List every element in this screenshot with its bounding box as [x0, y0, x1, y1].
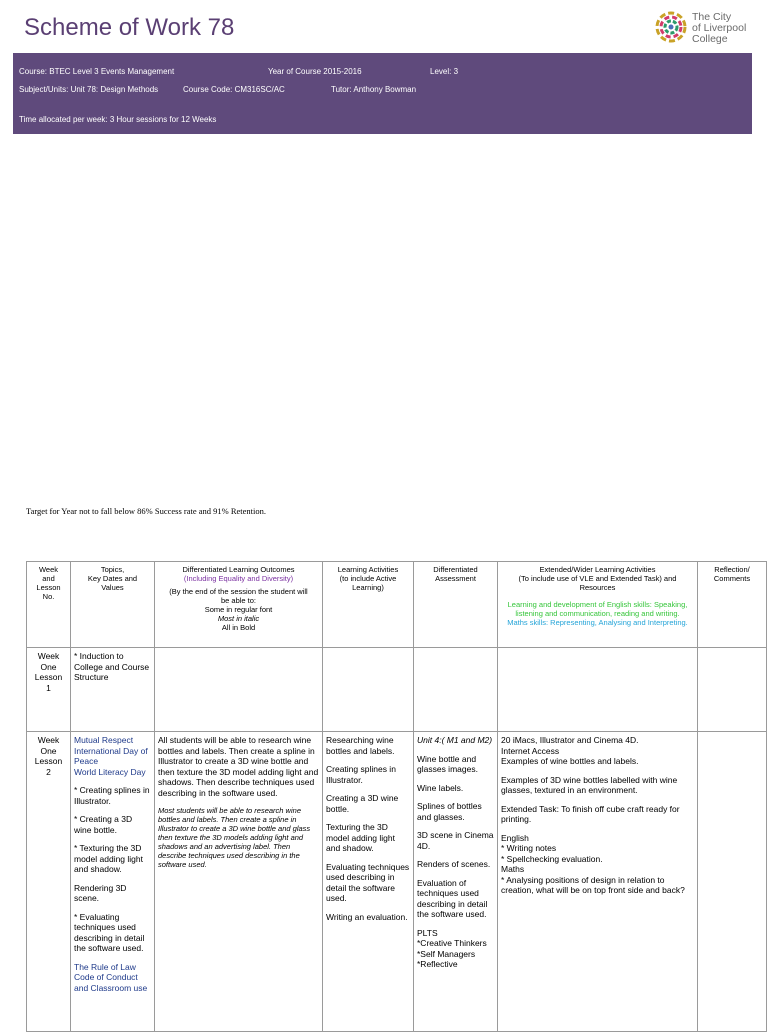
- header-text: Differentiated Learning Outcomes: [182, 565, 295, 574]
- header-text: (To include use of VLE and Extended Task) and: [518, 574, 677, 583]
- value-text: International Day of Peace: [74, 745, 148, 766]
- week-text: One: [40, 745, 57, 756]
- header-assessment: [414, 562, 498, 648]
- english-text: English: [501, 832, 529, 843]
- outcomes-cell: [155, 648, 323, 732]
- plts-text: *Reflective: [417, 959, 458, 969]
- maths-text: * Analysing positions of design in relation to creation, what will be on top front side and back?: [501, 874, 685, 895]
- outcome-all-text: All students will be able to research wine bottles and labels. Then create a spline in Illustrator to create a 3D wine bottle and then texture the 3D model adding light and shadows. Then describe techniques used describing in the software used.: [158, 735, 319, 798]
- assessment-text: Renders of scenes.: [417, 859, 491, 869]
- assessment-heading: Unit 4:( M1 and M2): [417, 735, 493, 745]
- assessment-text: Wine bottle and glasses images.: [417, 753, 478, 774]
- scheme-table: [26, 561, 767, 1032]
- plts-text: *Creative Thinkers: [417, 938, 487, 948]
- assessment-cell: [414, 732, 498, 1032]
- header-text: Lesson: [36, 583, 61, 592]
- week-text: Lesson: [34, 672, 63, 682]
- plts-text: PLTS: [417, 927, 438, 938]
- extended-cell: [498, 648, 698, 732]
- outcomes-cell: [155, 732, 323, 1032]
- header-text: Assessment: [435, 574, 476, 583]
- extended-cell: [498, 732, 698, 1032]
- topic-text: * Creating splines in Illustrator.: [74, 785, 150, 806]
- activities-cell: [323, 648, 414, 732]
- header-text: Learning Activities: [337, 565, 399, 574]
- week-text: Lesson: [34, 756, 63, 766]
- reflection-cell: [698, 732, 767, 1032]
- extended-text: Examples of wine bottles and labels.: [501, 756, 639, 766]
- college-logo: [654, 10, 754, 48]
- table-row: [27, 648, 767, 732]
- english-text: * Writing notes: [501, 843, 557, 853]
- activity-text: Researching wine bottles and labels.: [326, 735, 395, 756]
- week-text: 2: [46, 766, 51, 777]
- table-header-row: [27, 562, 767, 648]
- header-text: All in Bold: [221, 623, 256, 632]
- header-text: (to include Active: [339, 574, 397, 583]
- topics-cell: [71, 648, 155, 732]
- header-text: Extended/Wider Learning Activities: [539, 565, 656, 574]
- assessment-text: Splines of bottles and glasses.: [417, 801, 482, 822]
- activity-text: Creating a 3D wine bottle.: [326, 793, 399, 814]
- reflection-cell: [698, 648, 767, 732]
- extended-text: 20 iMacs, Illustrator and Cinema 4D.: [501, 735, 639, 745]
- header-text: Topics,: [100, 565, 125, 574]
- header-text: (Including Equality and Diversity): [183, 574, 294, 583]
- activity-text: Writing an evaluation.: [326, 911, 408, 922]
- extended-text: Examples of 3D wine bottles labelled with wine glasses, textured in an environment.: [501, 774, 678, 795]
- header-text: be able to:: [220, 596, 257, 605]
- activities-cell: [323, 732, 414, 1032]
- header-text: No.: [42, 592, 55, 601]
- topic-text: Rendering 3D scene.: [74, 882, 127, 903]
- english-text: * Spellchecking evaluation.: [501, 853, 603, 864]
- header-text: Comments: [713, 574, 751, 583]
- week-cell: [27, 648, 71, 732]
- week-cell: [27, 732, 71, 1032]
- target-statement: Target for Year not to fall below 86% Success rate and 91% Retention.: [26, 506, 267, 516]
- assessment-text: 3D scene in Cinema 4D.: [417, 830, 494, 851]
- header-text: Maths skills: Representing, Analysing and Interpreting.: [507, 618, 688, 627]
- header-text: and: [42, 574, 55, 583]
- week-text: Week: [37, 735, 60, 745]
- course-info-banner: [13, 53, 752, 134]
- course-code-label: Course Code: CM316SC/AC: [183, 85, 285, 94]
- page-title: Scheme of Work 78: [24, 14, 235, 41]
- header-text: (By the end of the session the student will: [169, 587, 308, 596]
- extended-text: Internet Access: [501, 745, 560, 756]
- assessment-text: Wine labels.: [417, 782, 464, 793]
- header-reflection: [698, 562, 767, 648]
- topic-text: * Creating a 3D wine bottle.: [74, 814, 133, 835]
- plts-text: *Self Managers: [417, 948, 476, 959]
- logo-line: of Liverpool: [692, 22, 747, 34]
- assessment-text: Evaluation of techniques used describing in detail the software used.: [417, 877, 488, 919]
- course-label: Course: BTEC Level 3 Events Management: [19, 67, 175, 76]
- week-text: Week: [37, 651, 60, 661]
- header-text: Some in regular font: [204, 605, 273, 614]
- header-activities: [323, 562, 414, 648]
- value-text: Mutual Respect: [74, 735, 134, 745]
- assessment-cell: [414, 648, 498, 732]
- extended-task-text: Extended Task: To finish off cube craft ready for printing.: [501, 803, 680, 824]
- header-text: Learning): [352, 583, 384, 592]
- activity-text: Creating splines in Illustrator.: [326, 764, 396, 785]
- topic-text: * Texturing the 3D model adding light and shadow.: [74, 843, 143, 874]
- time-allocated-label: Time allocated per week: 3 Hour sessions for 12 Weeks: [19, 115, 217, 124]
- header-extended: [498, 562, 698, 648]
- subject-label: Subject/Units: Unit 78: Design Methods: [19, 85, 159, 94]
- logo-line: The City: [692, 11, 732, 23]
- activity-text: Evaluating techniques used describing in detail the software used.: [326, 861, 410, 903]
- header-outcomes: [155, 562, 323, 648]
- header-text: Week: [38, 565, 59, 574]
- tutor-label: Tutor: Anthony Bowman: [331, 85, 417, 94]
- header-topics: [71, 562, 155, 648]
- level-label: Level: 3: [430, 67, 459, 76]
- header-text: Most in italic: [217, 614, 260, 623]
- header-text: Resources: [579, 583, 616, 592]
- maths-text: Maths: [501, 864, 525, 874]
- header-text: Values: [101, 583, 124, 592]
- outcome-most-text: Most students will be able to research wine bottles and labels. Then create a spline in Illustrator to create a 3D wine bottle and glass then texture the 3D models adding light and shadows and an advertising label. Then describe techniques used describing in the software used.: [158, 806, 311, 869]
- header-text: Learning and development of English skills: Speaking, listening and communication, reading and writing.: [507, 600, 688, 618]
- header-text: Differentiated: [433, 565, 478, 574]
- week-text: One: [40, 661, 57, 672]
- college-logo-icon: [654, 10, 688, 44]
- logo-line: College: [692, 33, 728, 45]
- value-text: World Literacy Day: [74, 766, 146, 777]
- topic-text: * Induction to College and Course Structure: [74, 651, 150, 682]
- year-label: Year of Course 2015-2016: [268, 67, 362, 76]
- topics-cell: [71, 732, 155, 1032]
- header-text: Reflection/: [714, 565, 750, 574]
- topic-text: * Evaluating techniques used describing in detail the software used.: [74, 911, 145, 953]
- activity-text: Texturing the 3D model adding light and shadow.: [326, 822, 395, 853]
- week-text: 1: [46, 682, 51, 693]
- header-week: [27, 562, 71, 648]
- table-row: [27, 732, 767, 1032]
- header-text: Key Dates and: [87, 574, 138, 583]
- value-text: The Rule of Law Code of Conduct and Classroom use: [74, 961, 148, 993]
